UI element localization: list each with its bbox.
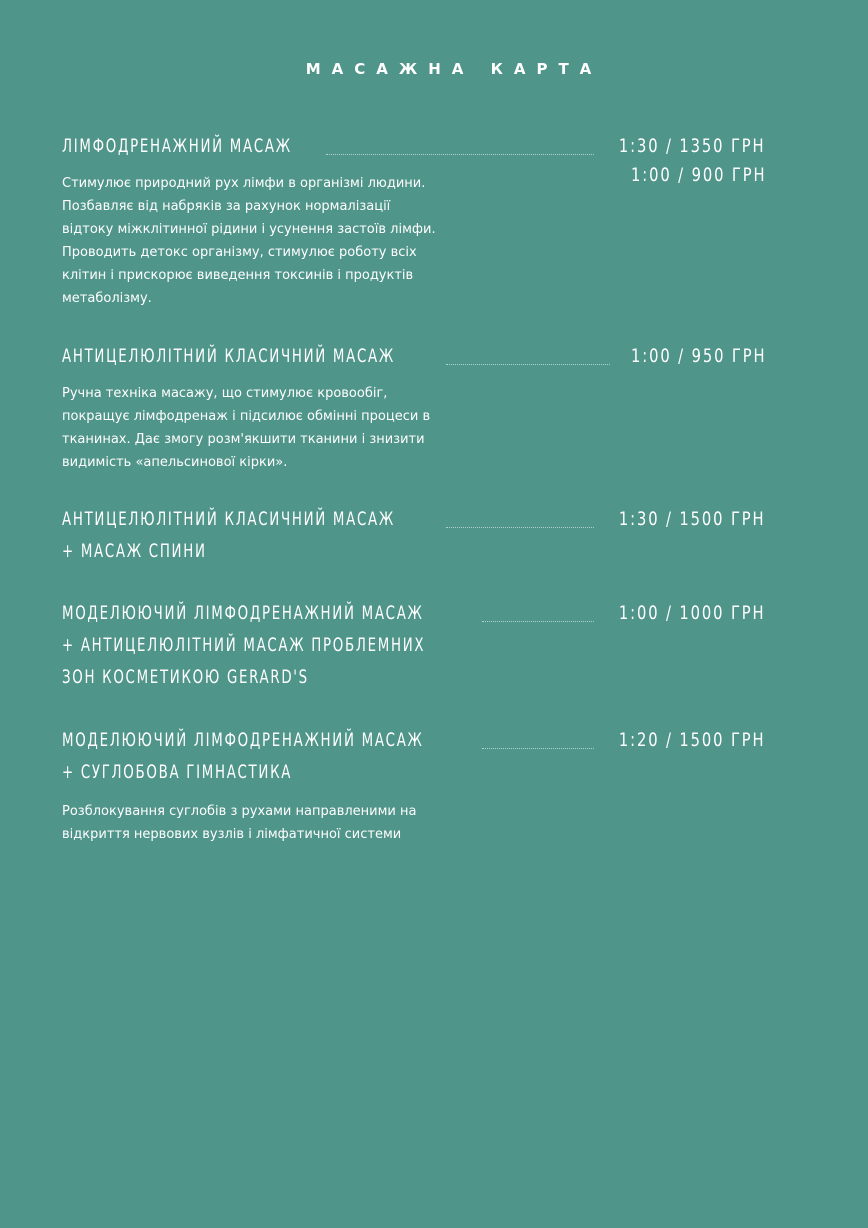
item-name-line <box>62 756 766 788</box>
item-name: МОДЕЛЮЮЧИЙ ЛІМФОДРЕНАЖНИЙ МАСАЖ <box>62 602 424 624</box>
item-price: 1:20 / 1500 ГРН <box>619 729 766 751</box>
dotted-leader <box>482 621 594 622</box>
item-description <box>62 800 486 846</box>
description-line: клітин і прискорює виведення токсинів і продуктів <box>62 268 414 283</box>
description-line: видимість «апельсинової кірки». <box>62 455 288 470</box>
dotted-leader <box>326 154 594 155</box>
description-line: відкриття нервових вузлів і лімфатичної системи <box>62 827 402 842</box>
menu-item-modeling-lymphatic <box>62 597 766 693</box>
item-name: ЛІМФОДРЕНАЖНИЙ МАСАЖ <box>62 135 292 157</box>
item-name: АНТИЦЕЛЮЛІТНИЙ КЛАСИЧНИЙ МАСАЖ <box>62 345 395 367</box>
description-line: Позбавляє від набряків за рахунок нормалізації <box>62 199 391 214</box>
item-description <box>62 172 458 310</box>
item-name: + АНТИЦЕЛЮЛІТНИЙ МАСАЖ ПРОБЛЕМНИХ <box>62 634 426 656</box>
item-name: АНТИЦЕЛЮЛІТНИЙ КЛАСИЧНИЙ МАСАЖ <box>62 508 395 530</box>
description-line: тканинах. Дає змогу розм'якшити тканини і знизити <box>62 432 425 447</box>
menu-item-joint-gymnastics <box>62 724 766 846</box>
item-name-line <box>62 629 766 661</box>
item-price-secondary: 1:00 / 900 ГРН <box>630 164 766 186</box>
menu-item-anticellulite-back <box>62 503 766 567</box>
description-line: відтоку міжклітинної рідини і усунення застоїв лімфи. <box>62 222 436 237</box>
item-name: МОДЕЛЮЮЧИЙ ЛІМФОДРЕНАЖНИЙ МАСАЖ <box>62 729 424 751</box>
item-price: 1:30 / 1500 ГРН <box>619 508 766 530</box>
item-name: ЗОН КОСМЕТИКОЮ GERARD'S <box>62 666 309 688</box>
item-price: 1:30 / 1350 ГРН <box>619 135 766 157</box>
item-description <box>62 382 458 474</box>
item-price: 1:00 / 950 ГРН <box>630 345 766 367</box>
item-name: + СУГЛОБОВА ГІМНАСТИКА <box>62 761 293 783</box>
description-line: Ручна техніка масажу, що стимулює кровообіг, <box>62 386 388 401</box>
menu-item-lymphatic-drainage <box>62 130 766 310</box>
item-price: 1:00 / 1000 ГРН <box>619 602 766 624</box>
description-line: покращує лімфодренаж і підсилює обмінні процеси в <box>62 409 431 424</box>
dotted-leader <box>446 364 610 365</box>
item-name-line <box>62 535 766 567</box>
description-line: Стимулює природний рух лімфи в організмі людини. <box>62 176 426 191</box>
item-name: + МАСАЖ СПИНИ <box>62 540 207 562</box>
description-line: Проводить детокс організму, стимулює роботу всіх <box>62 245 417 260</box>
description-line: метаболізму. <box>62 291 152 306</box>
item-name-line <box>62 661 766 693</box>
page-title: МАСАЖНА КАРТА <box>305 60 603 78</box>
menu-item-anticellulite-classic <box>62 340 766 474</box>
dotted-leader <box>482 748 594 749</box>
description-line: Розблокування суглобів з рухами направленими на <box>62 804 417 819</box>
dotted-leader <box>446 527 594 528</box>
